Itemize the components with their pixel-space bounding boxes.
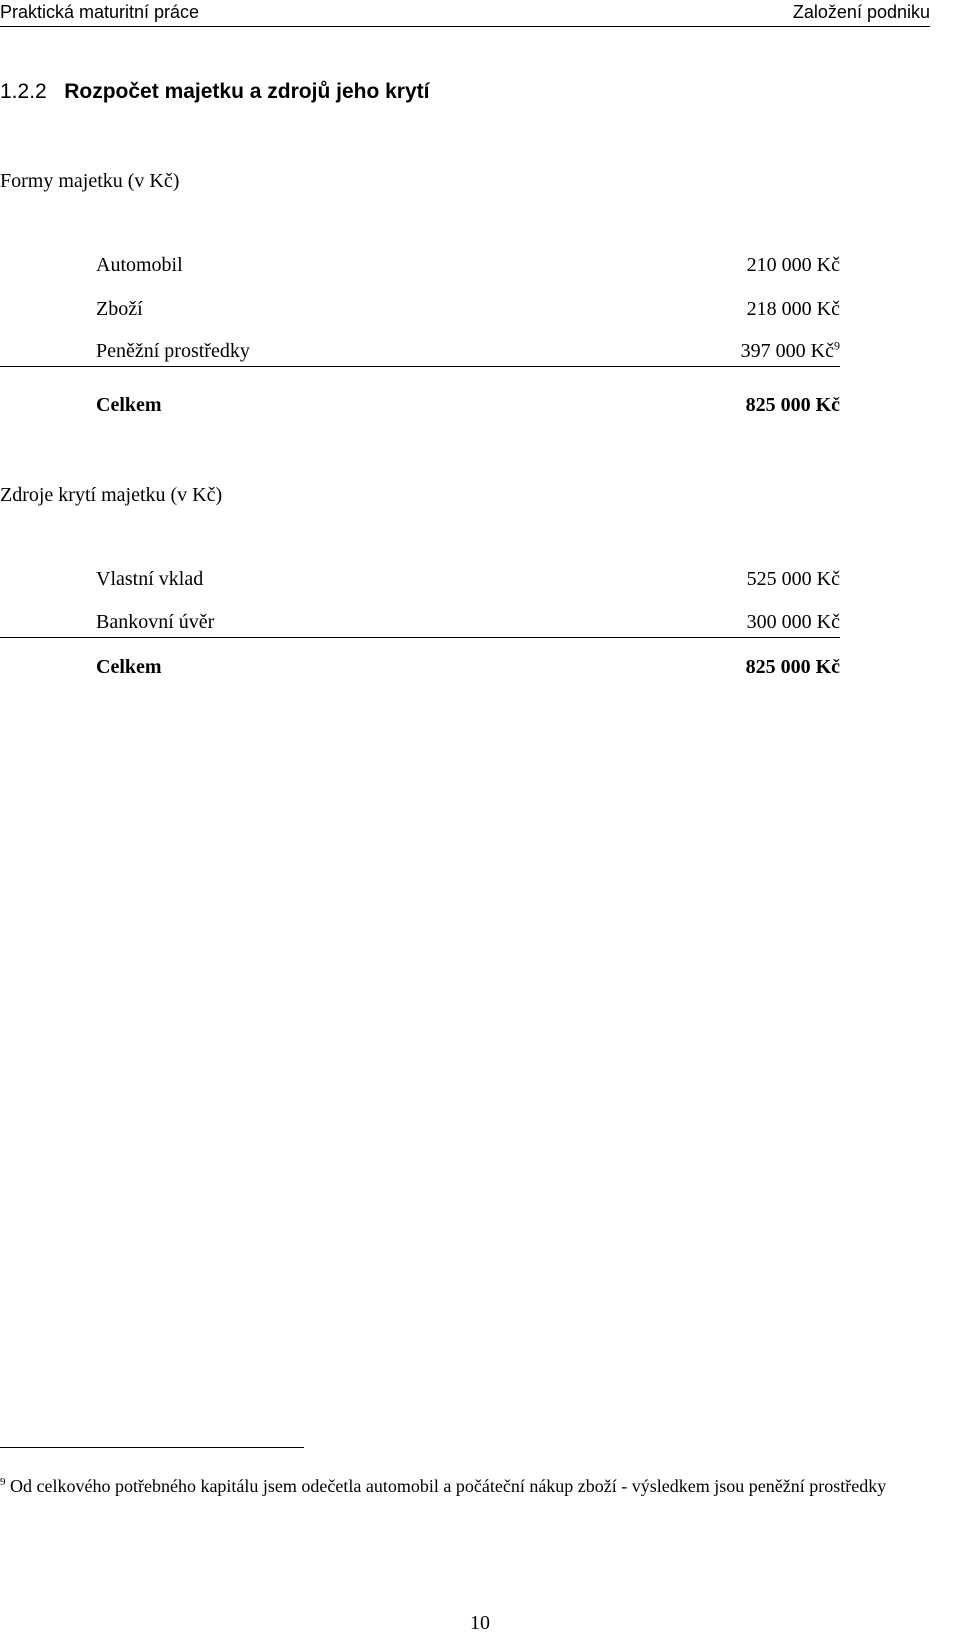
assets-caption: Formy majetku (v Kč) <box>0 170 180 192</box>
asset-row <box>0 294 840 324</box>
page-number: 10 <box>470 1612 490 1634</box>
footnote-marker: 9 <box>0 1476 6 1488</box>
total-label: Celkem <box>96 394 162 416</box>
footnote-reference: 9 <box>834 338 840 353</box>
asset-row <box>0 250 840 280</box>
header-document-title: Praktická maturitní práce <box>0 2 200 22</box>
section-heading <box>0 78 429 106</box>
asset-row <box>0 336 840 367</box>
section-title: Rozpočet majetku a zdrojů jeho krytí <box>64 80 430 103</box>
total-amount: 825 000 Kč <box>745 394 840 416</box>
footnote-separator <box>0 1447 304 1448</box>
sources-caption: Zdroje krytí majetku (v Kč) <box>0 484 223 506</box>
assets-total-row <box>0 390 840 420</box>
source-label: Bankovní úvěr <box>96 611 215 633</box>
source-row <box>0 607 840 638</box>
asset-amount: 397 000 $Kč^9$ <box>740 338 840 362</box>
page-header <box>0 0 930 25</box>
asset-label: Automobil <box>96 254 183 276</box>
total-amount: 825 000 Kč <box>745 656 840 678</box>
header-divider <box>0 26 930 27</box>
asset-label: Peněžní prostředky <box>96 340 250 362</box>
source-amount: 300 000 Kč <box>746 611 840 633</box>
asset-label: Zboží <box>96 298 143 320</box>
asset-amount: 210 000 Kč <box>746 254 840 276</box>
footnote-text: Od celkového potřebného kapitálu jsem odečetla automobil a počáteční nákup zboží - výsledkem jsou peněžní prostředky <box>10 1476 887 1496</box>
total-label: Celkem <box>96 656 162 678</box>
sources-total-row <box>0 652 840 682</box>
source-label: Vlastní vklad <box>96 568 204 590</box>
section-number: 1.2.2 <box>0 80 47 103</box>
header-chapter-title: Založení podniku <box>792 2 930 22</box>
source-row <box>0 564 840 594</box>
footnote <box>0 1470 960 1502</box>
source-amount: 525 000 Kč <box>746 568 840 590</box>
asset-amount: 218 000 Kč <box>746 298 840 320</box>
